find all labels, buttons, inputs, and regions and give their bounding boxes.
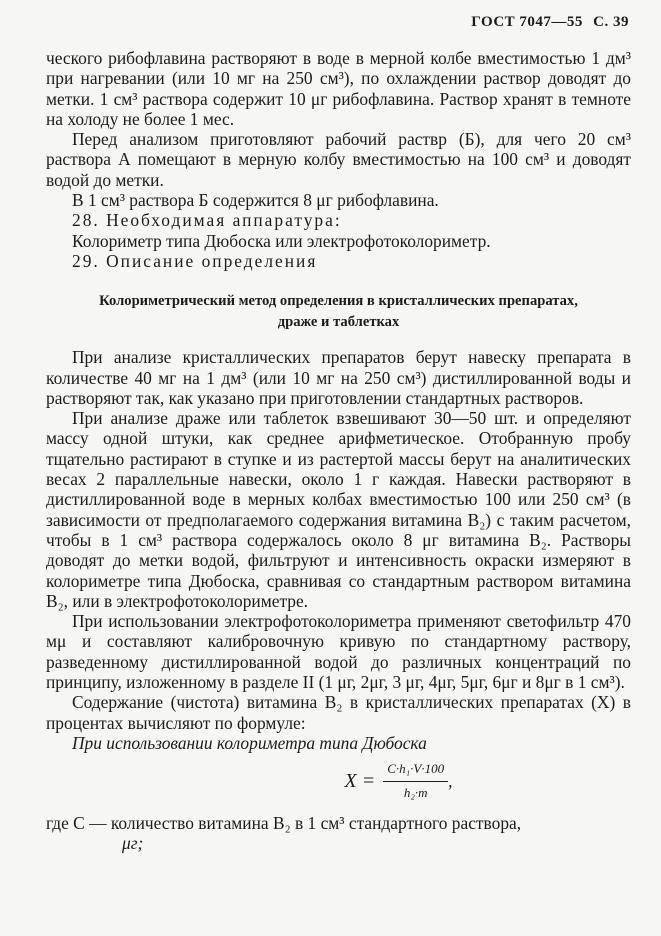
paragraph: При анализе драже или таблеток взвешивают 30—50 шт. и определяют массу одной штуки, как среднее арифметическое. Отобранную пробу тщательно растирают в ступке и из растертой массы берут на аналитических весах 2 параллельные навески, около 1 г каждая. Навески растворяют в дистиллированной воде в мерных колбах вместимостью 100 или 250 см³ (в зависимости от предполагаемого содержания витамина B₂) с таким расчетом, чтобы в 1 см³ раствора содержалось около 8 μг витамина B₂. Растворы доводят до метки водой, фильтруют и интенсивность окраски измеряют в колориметре типа Дюбоска, сравнивая со стандартным раствором витамина B₂, или в электрофотоколориметре. (46, 408, 631, 611)
paragraph: ческого рибофлавина растворяют в воде в мерной колбе вместимостью 1 дм³ при нагревании (или 10 мг на 250 см³), по охлаждении раствор доводят до метки. 1 см³ раствора содержит 10 μг рибофлавина. Раствор хранят в темноте на холоду не более 1 мес. (46, 48, 631, 129)
formula-denominator: h₂·m (403, 784, 428, 800)
section-title-equipment: 28. Необходимая аппаратура: (72, 210, 342, 231)
paragraph: В 1 см³ раствора Б содержится 8 μг рибофлавина. (72, 190, 439, 211)
where-clause: где C — количество витамина B₂ в 1 см³ стандартного раствора, (46, 812, 522, 833)
paragraph: При использовании электрофотоколориметра применяют светофильтр 470 мμ и составляют калибровочную кривую по стандартному раствору, разведенному дистиллированной водой до различных концентраций по принципу, изложенному в разделе II (1 μг, 2μг, 3 μг, 4μг, 5μг, 6μг и 8μг в 1 см³). (46, 611, 631, 693)
page-number: С. 39 (593, 14, 629, 30)
formula-caption: При использовании колориметра типа Дюбоска (72, 732, 427, 753)
paragraph: Колориметр типа Дюбоска или электрофотоколориметр. (72, 230, 491, 251)
paragraph: Содержание (чистота) витамина B₂ в кристаллических препаратах (X) в процентах вычисляют по формуле: (46, 692, 631, 733)
method-heading: Колориметрический метод определения в кристаллических препаратах, драже и таблетках (99, 293, 578, 331)
formula (166, 759, 631, 803)
where-unit: μг; (122, 833, 144, 854)
standard-number: ГОСТ 7047—55 (471, 14, 583, 30)
paragraph: При анализе кристаллических препаратов берут навеску препарата в количестве 40 мг на 1 дм³ (или 10 мг на 250 см³) дистиллированной воды и растворяют так, как указано при приготовлении стандартных растворов. (46, 347, 631, 408)
paragraph: Перед анализом приготовляют рабочий раствр (Б), для чего 20 см³ раствора А помещают в мерную колбу вместимостью на 100 см³ и доводят водой до метки. (46, 129, 631, 190)
formula-trail: , (448, 770, 453, 791)
formula-fraction (383, 759, 448, 803)
section-title-description: 29. Описание определения (72, 250, 318, 271)
formula-numerator: C·h₁·V·100 (383, 759, 448, 781)
formula-lhs: X = (344, 769, 376, 792)
document-body (46, 48, 631, 853)
page-header (471, 14, 629, 31)
